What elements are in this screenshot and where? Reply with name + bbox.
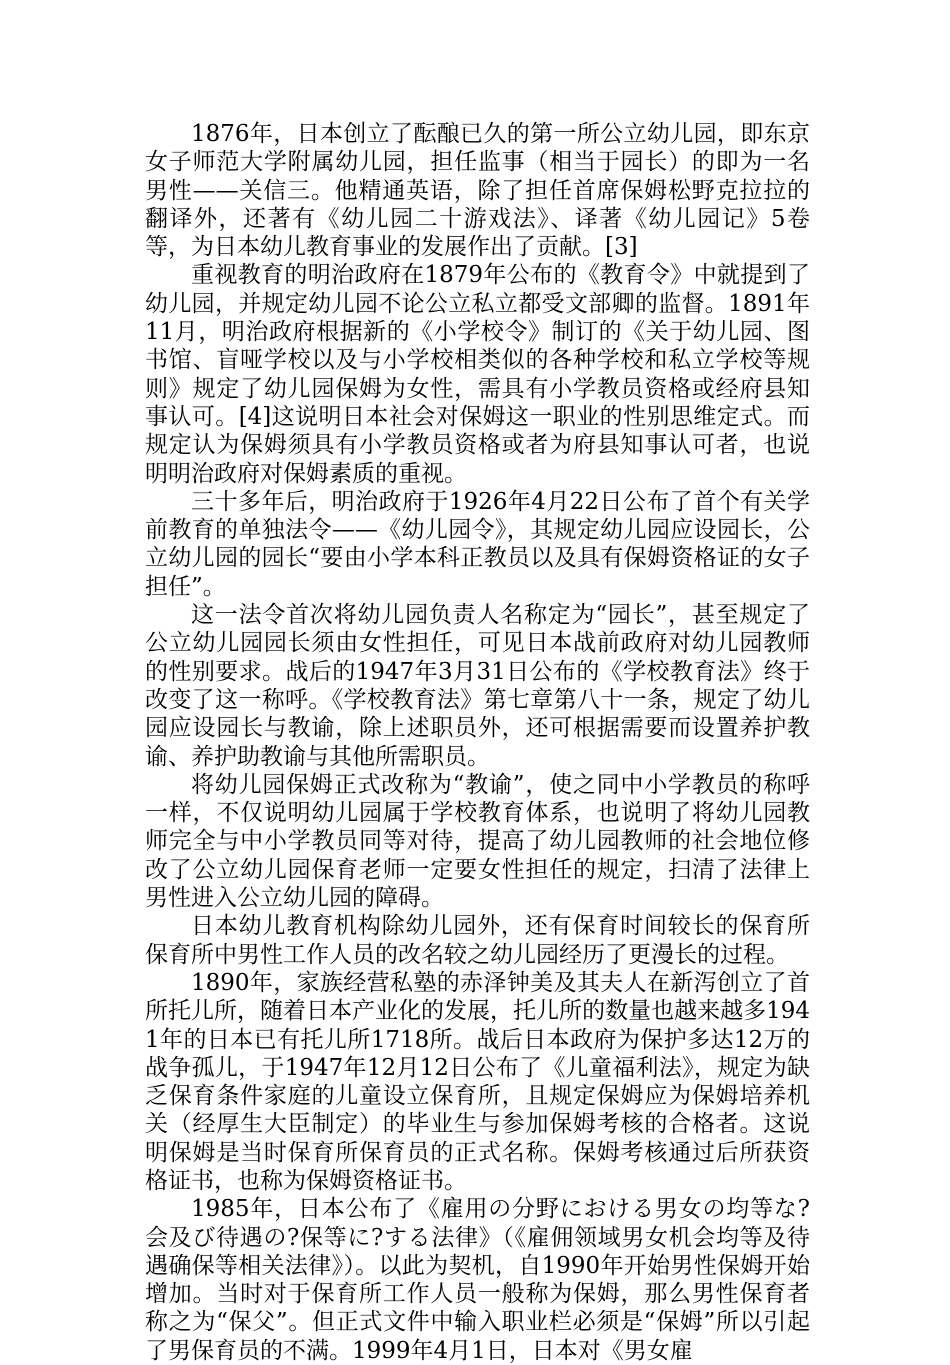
paragraph-5: 将幼儿园保姆正式改称为“教谕”，使之同中小学教员的称呼一样，不仅说明幼儿园属于学校教育体系，也说明了将幼儿园教师完全与中小学教员同等对待，提高了幼儿园教师的社会地位修改了公立幼儿园保育老师一定要女性担任的规定，扫清了法律上男性进入公立幼儿园的障碍。: [145, 771, 810, 912]
paragraph-7: 1890年，家族经营私塾的赤泽钟美及其夫人在新泻创立了首所托儿所，随着日本产业化的发展，托儿所的数量也越来越多1941年的日本已有托儿所1718所。战后日本政府为保护多达12万的战争孤儿，于1947年12月12日公布了《儿童福利法》，规定为缺乏保育条件家庭的儿童设立保育所，且规定保姆应为保姆培养机关（经厚生大臣制定）的毕业生与参加保姆考核的合格者。这说明保姆是当时保育所保育员的正式名称。保姆考核通过后所获资格证书，也称为保姆资格证书。: [145, 969, 810, 1194]
paragraph-8: 1985年，日本公布了《雇用の分野における男女の均等な?会及び待遇の?保等に?する法律》（《雇佣领域男女机会均等及待遇确保等相关法律》）。以此为契机，自1990年开始男性保姆开始增加。当时对于保育所工作人员一般称为保姆，那么男性保育者称之为“保父”。但正式文件中输入职业栏必须是“保姆”所以引起了男保育员的不满。1999年4月1日，日本对《男女雇: [145, 1196, 810, 1364]
paragraph-2: 重视教育的明治政府在1879年公布的《教育令》中就提到了幼儿园，并规定幼儿园不论公立私立都受文部卿的监督。1891年11月，明治政府根据新的《小学校令》制订的《关于幼儿园、图书馆、盲哑学校以及与小学校相类似的各种学校和私立学校等规则》规定了幼儿园保姆为女性，需具有小学教员资格或经府县知事认可。[4]这说明日本社会对保姆这一职业的性别思维定式。而规定认为保姆须具有小学教员资格或者为府县知事认可者，也说明明治政府对保姆素质的重视。: [145, 262, 810, 487]
paragraph-3: 三十多年后，明治政府于1926年4月22日公布了首个有关学前教育的单独法令——《幼儿园令》，其规定幼儿园应设园长，公立幼儿园的园长“要由小学本科正教员以及具有保姆资格证的女子担任”。: [145, 488, 810, 600]
paragraph-1: 1876年，日本创立了酝酿已久的第一所公立幼儿园，即东京女子师范大学附属幼儿园，担任监事（相当于园长）的即为一名男性——关信三。他精通英语，除了担任首席保姆松野克拉拉的翻译外，还著有《幼儿园二十游戏法》、译著《幼儿园记》5卷等，为日本幼儿教育事业的发展作出了贡献。[3]: [145, 121, 810, 261]
document-body: [145, 120, 810, 1365]
paragraph-4: 这一法令首次将幼儿园负责人名称定为“园长”，甚至规定了公立幼儿园园长须由女性担任，可见日本战前政府对幼儿园教师的性别要求。战后的1947年3月31日公布的《学校教育法》终于改变了这一称呼。《学校教育法》第七章第八十一条，规定了幼儿园应设园长与教谕，除上述职员外，还可根据需要而设置养护教谕、养护助教谕与其他所需职员。: [145, 602, 810, 770]
paragraph-6: 日本幼儿教育机构除幼儿园外，还有保育时间较长的保育所保育所中男性工作人员的改名较之幼儿园经历了更漫长的过程。: [145, 913, 810, 968]
